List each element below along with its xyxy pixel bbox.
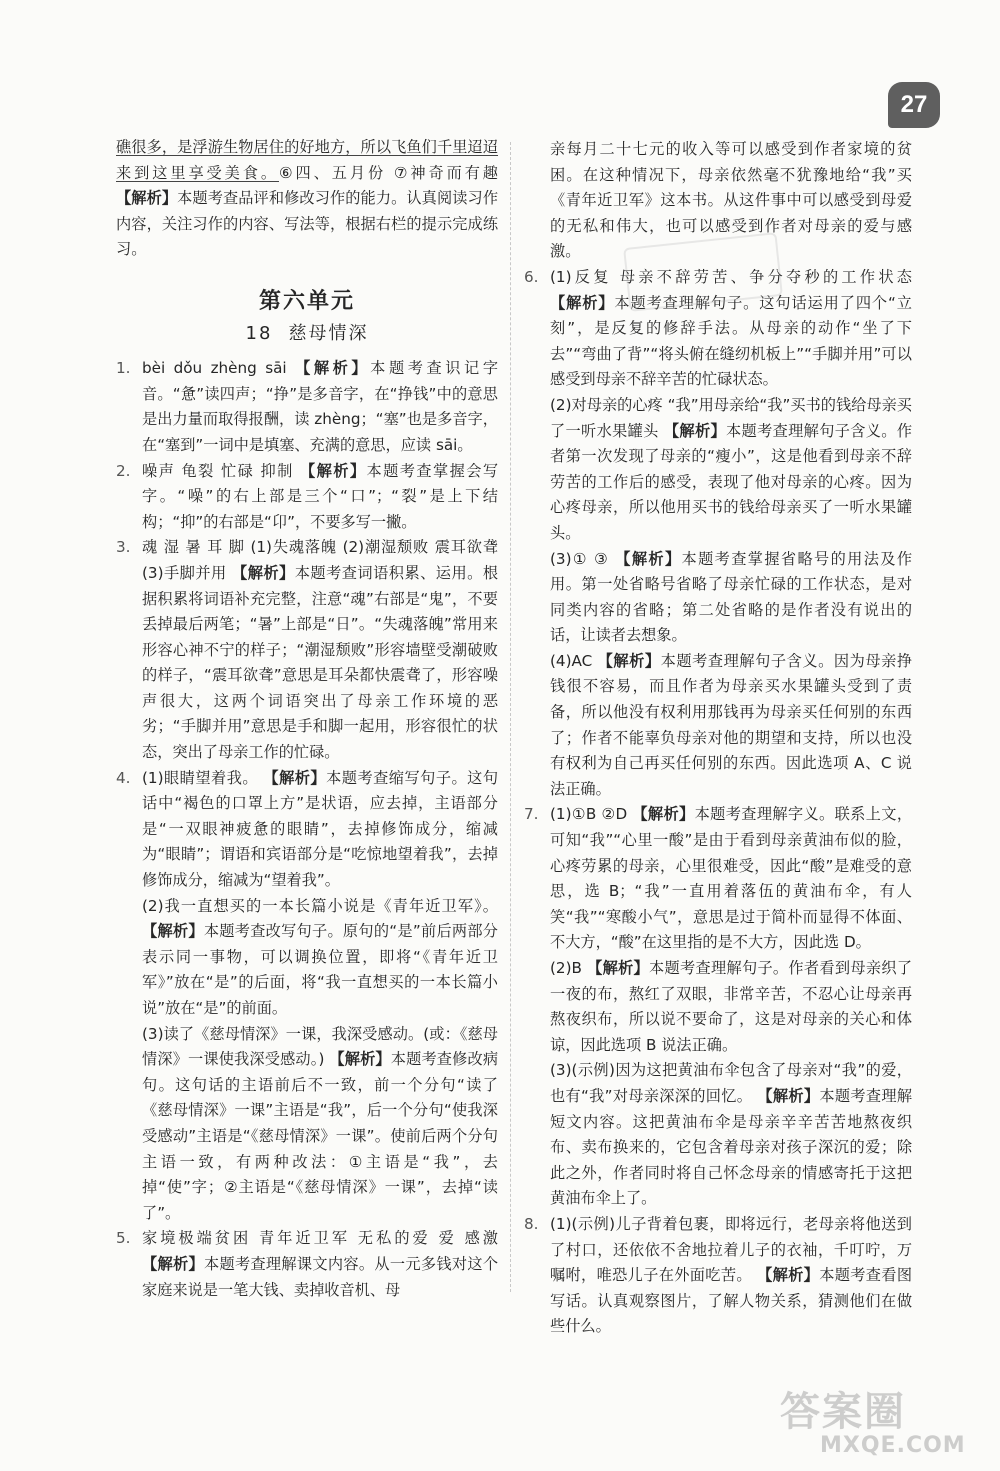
answer-3: (3)(示例)因为这把黄油布伞包含了母亲对“我”的爱，也有“我”对母亲深深的回忆。	[550, 1061, 912, 1105]
answer-1: (1)①B ②D	[550, 805, 628, 824]
question-number: 2.	[116, 461, 131, 480]
question-2	[116, 459, 498, 536]
analysis-text-1: 本题考查看图写话。认真观察图片，了解人物关系，猜测他们在做些什么。	[550, 1266, 913, 1336]
analysis-text-1: 本题考查缩写句子。这句话中“褐色的口罩上方”是状语，应去掉，主语部分是“一双眼神疲惫的眼睛”，去掉修饰成分，缩减为“眼睛”；谓语和宾语部分是“吃惊地望着我”，去掉修饰成分，缩减为“望着我”。	[142, 768, 499, 890]
lesson-title	[116, 321, 498, 347]
answer-1: (1)(示例)儿子背着包裹，即将远行，老母亲将他送到了村口，还依依不舍地拉着儿子的衣袖，千叮咛，万嘱咐，唯恐儿子在外面吃苦。	[550, 1214, 912, 1285]
question-number: 6.	[524, 267, 539, 286]
analysis-text: 本题考查理解课文内容。从一元多钱对这个家庭来说是一笔大钱、卖掉收音机、母	[142, 1254, 499, 1299]
analysis-tag: 【解析】	[587, 959, 650, 977]
analysis-text-2: 本题考查改写句子。原句的“是”前后两部分表示同一事物，可以调换位置，即将“《青年近卫军》”放在“是”的后面，将“我一直想买的一本长篇小说”放在“是”的前面。	[142, 922, 498, 1017]
analysis-text-2: 本题考查理解句子。作者看到母亲织了一夜的布，熬红了双眼，非常辛苦，不忍心让母亲再熬夜织布，所以说不要命了，这是对母亲的关心和体谅，因此选项 B 说法正确。	[550, 959, 913, 1054]
right-column	[524, 137, 912, 1340]
intro-line-1: 礁很多，是浮游生物居住的好地方，所以飞鱼们	[116, 138, 437, 156]
answer-1: (1)眼睛望着我。	[142, 768, 259, 787]
intro-paragraph	[116, 135, 498, 263]
analysis-text-1: 本题考查理解字义。联系上文，可知“我”“心里一酸”是由于看到母亲黄油布似的脸，心疼劳累的母亲，心里很难受，因此“酸”是难受的意思，选 B；“我”一直用着落伍的黄油布伞，有人笑“我”“寒酸小气”，意思是过于简朴而显得不体面、不大方，“酸”在这里指的是不大方，因此选 D。	[550, 805, 913, 952]
left-column	[116, 135, 498, 1303]
page-number-badge	[888, 82, 940, 128]
analysis-text-4: 本题考查理解句子含义。因为母亲挣钱很不容易，而且作者为母亲买水果罐头受到了责备，所以他没有权利用那钱再为母亲买任何别的东西了；作者不能辜负母亲对他的期望和支持，所以也没有权利为自己再买任何别的东西。因此选项 A、C 说法正确。	[550, 651, 913, 798]
answer-2: (2)我一直想买的一本长篇小说是《青年近卫军》。	[142, 896, 498, 915]
question-number: 4.	[116, 768, 131, 787]
answer-2: (2)B	[550, 959, 582, 977]
analysis-tag: 【解析】	[550, 293, 615, 312]
answer: 家境极端贫困 青年近卫军 无私的爱 爱 感激	[142, 1229, 498, 1248]
question-7	[524, 802, 912, 1212]
answer: 噪声 龟裂 忙碌 抑制	[142, 461, 294, 480]
intro-analysis: 本题考查品评和修改习作的能力。认真阅读习作内容，关注习作的内容、写法等，根据右栏的提示完成练习。	[116, 189, 499, 259]
answer-1: (1)反复 母亲不辞劳苦、争分夺秒的工作状态	[550, 267, 912, 286]
unit-title: 第六单元	[258, 288, 355, 314]
page-number: 27	[900, 91, 928, 118]
analysis-tag: 【解析】	[615, 549, 682, 568]
analysis-text-3: 本题考查掌握省略号的用法及作用。第一处省略号省略了母亲忙碌的工作状态，是对同类内容的省略；第二处省略的是作者没有说出的话，让读者去想象。	[550, 549, 913, 645]
answer: bèi dǒu zhèng sāi	[142, 359, 287, 378]
analysis-tag: 【解析】	[597, 651, 661, 670]
analysis-tag: 【解析】	[232, 563, 295, 582]
watermark-url: MXQE.COM	[820, 1433, 966, 1458]
question-3	[116, 535, 498, 765]
analysis-text: 本题考查识记字音。“惫”读四声；“挣”是多音字，在“挣钱”中的意思是出力量而取得报酬，读 zhèng；“塞”也是多音字，在“塞到”一词中是填塞、充满的意思，应读 sāi。	[142, 359, 498, 454]
analysis-text: 本题考查掌握会写字。“噪”的右上部是三个“口”；“裂”是上下结构；“抑”的右部是“卬”，不要多写一撇。	[142, 461, 499, 531]
analysis-tag: 【解析】	[329, 1050, 391, 1069]
question-number: 1.	[116, 359, 131, 378]
analysis-tag: 【解析】	[300, 461, 367, 480]
watermark-logo-text: 答案圈	[780, 1389, 906, 1435]
question-number: 7.	[524, 805, 539, 824]
question-8	[524, 1212, 912, 1340]
answer-3: (3)① ③	[550, 549, 610, 568]
analysis-tag: 【解析】	[757, 1086, 820, 1105]
question-number: 3.	[116, 538, 131, 557]
answer: 魂 湿 暑 耳 脚 (1)失魂落魄 (2)潮湿颓败 震耳欲聋 (3)手脚并用	[142, 538, 498, 582]
answer-3: (3)读了《慈母情深》一课，我深受感动。(或：《慈母情深》一课使我深受感动。)	[142, 1024, 498, 1069]
intro-line-3-answer: ⑦神奇而有趣	[393, 163, 498, 182]
analysis-tag: 【解析】	[757, 1266, 820, 1285]
analysis-tag: 【解析】	[632, 805, 695, 824]
analysis-tag: 【解析】	[263, 768, 327, 787]
lesson-number: 18	[245, 322, 273, 344]
question-4	[116, 766, 498, 1227]
question-1	[116, 356, 498, 458]
analysis-tag: 【解析】	[663, 421, 727, 440]
answer-2: (2)对母亲的心疼 “我”用母亲给“我”买书的钱给母亲买了一听水果罐头	[550, 395, 912, 440]
analysis-text-1: 本题考查理解句子。这句话运用了四个“立刻”，是反复的修辞手法。从母亲的动作“坐了下去”“弯曲了背”“将头俯在缝纫机板上”“手脚并用”可以感受到母亲不辞辛苦的忙碌状态。	[550, 293, 912, 389]
analysis-text: 本题考查词语积累、运用。根据积累将词语补充完整，注意“魂”右部是“鬼”，不要丢掉最后两笔；“暑”上部是“日”。“失魂落魄”常用来形容心神不宁的样子；“潮湿颓败”形容墙壁受潮破败的样子，“震耳欲聋”意思是耳朵都快震聋了，形容噪声很大，这两个词语突出了母亲工作环境的恶劣；“手脚并用”意思是手和脚一起用，形容很忙的状态，突出了母亲工作的忙碌。	[142, 563, 499, 762]
question-5-continued: 亲每月二十七元的收入等可以感受到作者家境的贫困。在这种情况下，母亲依然毫不犹豫地给“我”买《青年近卫军》这本书。从这件事中可以感受到母爱的无私和伟大，也可以感受到作者对母亲的爱与感激。	[550, 140, 912, 261]
analysis-tag: 【解析】	[142, 1254, 204, 1273]
analysis-text-2: 本题考查理解句子含义。作者第一次发现了母亲的“瘦小”，这是他看到母亲不辞劳苦的工作后的感受，表现了他对母亲的心疼。因为心疼母亲，所以他用买书的钱给母亲买了一听水果罐头。	[550, 421, 913, 542]
analysis-text-3: 本题考查修改病句。这句话的主语前后不一致，前一个分句“读了《慈母情深》一课”主语是“我”，后一个分句“使我深受感动”主语是“《慈母情深》一课”。使前后两个分句主语一致，有两种改法：①主语是“我”，去掉“使”字；②主语是“《慈母情深》一课”，去掉“读了”。	[142, 1050, 499, 1222]
site-watermark	[780, 1380, 980, 1460]
intro-line-2-answer: ⑥四、五月份	[278, 163, 387, 182]
intro-line-2-underlined: 千里迢迢来到这里享受美食。	[116, 138, 499, 182]
question-6	[524, 265, 912, 802]
question-number: 5.	[116, 1229, 131, 1248]
analysis-tag: 【解析】	[116, 189, 178, 208]
analysis-tag: 【解析】	[295, 359, 371, 378]
lesson-name: 慈母情深	[288, 322, 369, 344]
question-number: 8.	[524, 1214, 539, 1233]
analysis-tag: 【解析】	[142, 922, 204, 941]
analysis-text-3: 本题考查理解短文内容。这把黄油布伞是母亲辛辛苦苦地熬夜织布、卖布换来的，它包含着母亲对孩子深沉的爱；除此之外，作者同时将自己怀念母亲的情感寄托于这把黄油布伞上了。	[550, 1086, 913, 1208]
question-5	[116, 1226, 498, 1303]
answer-4: (4)AC	[550, 651, 593, 670]
column-divider	[510, 142, 511, 1292]
